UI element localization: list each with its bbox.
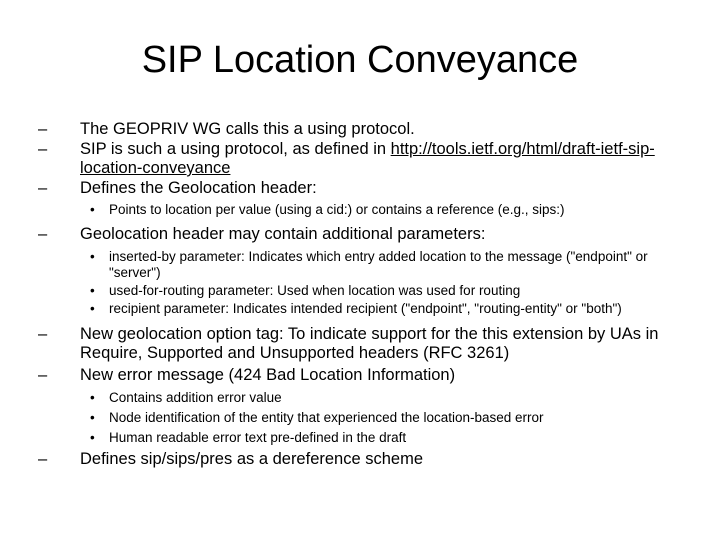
bullet-error-message [38, 366, 678, 385]
sub-bullet-human-readable-text [38, 430, 678, 446]
sub-bullet-node-identification [38, 410, 678, 426]
sub-bullet-inserted-by [38, 249, 678, 281]
bullet-marker: • [90, 390, 95, 405]
sub-bullet-points-to-location [38, 202, 678, 218]
dash-marker: – [38, 225, 48, 243]
slide-body [38, 120, 678, 469]
bullet-text: Defines the Geolocation header: [80, 179, 317, 197]
bullet-marker: • [90, 249, 95, 264]
bullet-text: Node identification of the entity that experienced the location-based error [109, 410, 544, 425]
bullet-geolocation-header [38, 179, 678, 198]
bullet-text: SIP is such a using protocol, as defined in [80, 140, 391, 158]
sub-bullet-error-value [38, 390, 678, 406]
bullet-option-tag [38, 325, 678, 363]
bullet-sip-using-protocol [38, 140, 678, 178]
bullet-marker: • [90, 301, 95, 316]
bullet-marker: • [90, 202, 95, 217]
bullet-additional-parameters [38, 225, 678, 244]
bullet-text: Contains addition error value [109, 390, 282, 405]
bullet-dereference-scheme [38, 450, 678, 469]
sub-bullet-recipient [38, 301, 678, 317]
bullet-text: Geolocation header may contain additional parameters: [80, 225, 486, 243]
bullet-geopriv-using-protocol [38, 120, 678, 139]
bullet-text: recipient parameter: Indicates intended recipient ("endpoint", "routing-entity" or "both") [109, 301, 622, 316]
dash-marker: – [38, 450, 48, 468]
bullet-text: Points to location per value (using a cid:) or contains a reference (e.g., sips:) [109, 202, 565, 217]
bullet-text: New geolocation option tag: To indicate support for the this extension by UAs in Require, Supported and Unsupported headers (RFC 3261) [80, 325, 659, 362]
bullet-marker: • [90, 430, 95, 445]
slide-title: SIP Location Conveyance [141, 39, 579, 81]
bullet-text: Human readable error text pre-defined in the draft [109, 430, 407, 445]
dash-marker: – [38, 140, 48, 158]
bullet-marker: • [90, 283, 95, 298]
dash-marker: – [38, 325, 48, 343]
bullet-text: inserted-by parameter: Indicates which entry added location to the message ("endpoint" or "server") [109, 249, 648, 280]
bullet-text: New error message (424 Bad Location Information) [80, 366, 456, 384]
bullet-text: Defines sip/sips/pres as a dereference scheme [80, 450, 424, 468]
dash-marker: – [38, 179, 48, 197]
bullet-text: The GEOPRIV WG calls this a using protocol. [80, 120, 415, 138]
dash-marker: – [38, 120, 48, 138]
bullet-text: used-for-routing parameter: Used when location was used for routing [109, 283, 521, 298]
draft-link[interactable]: http://tools.ietf.org/html/draft-ietf-sip-location-conveyance [80, 140, 655, 177]
sub-bullet-used-for-routing [38, 283, 678, 299]
dash-marker: – [38, 366, 48, 384]
bullet-marker: • [90, 410, 95, 425]
